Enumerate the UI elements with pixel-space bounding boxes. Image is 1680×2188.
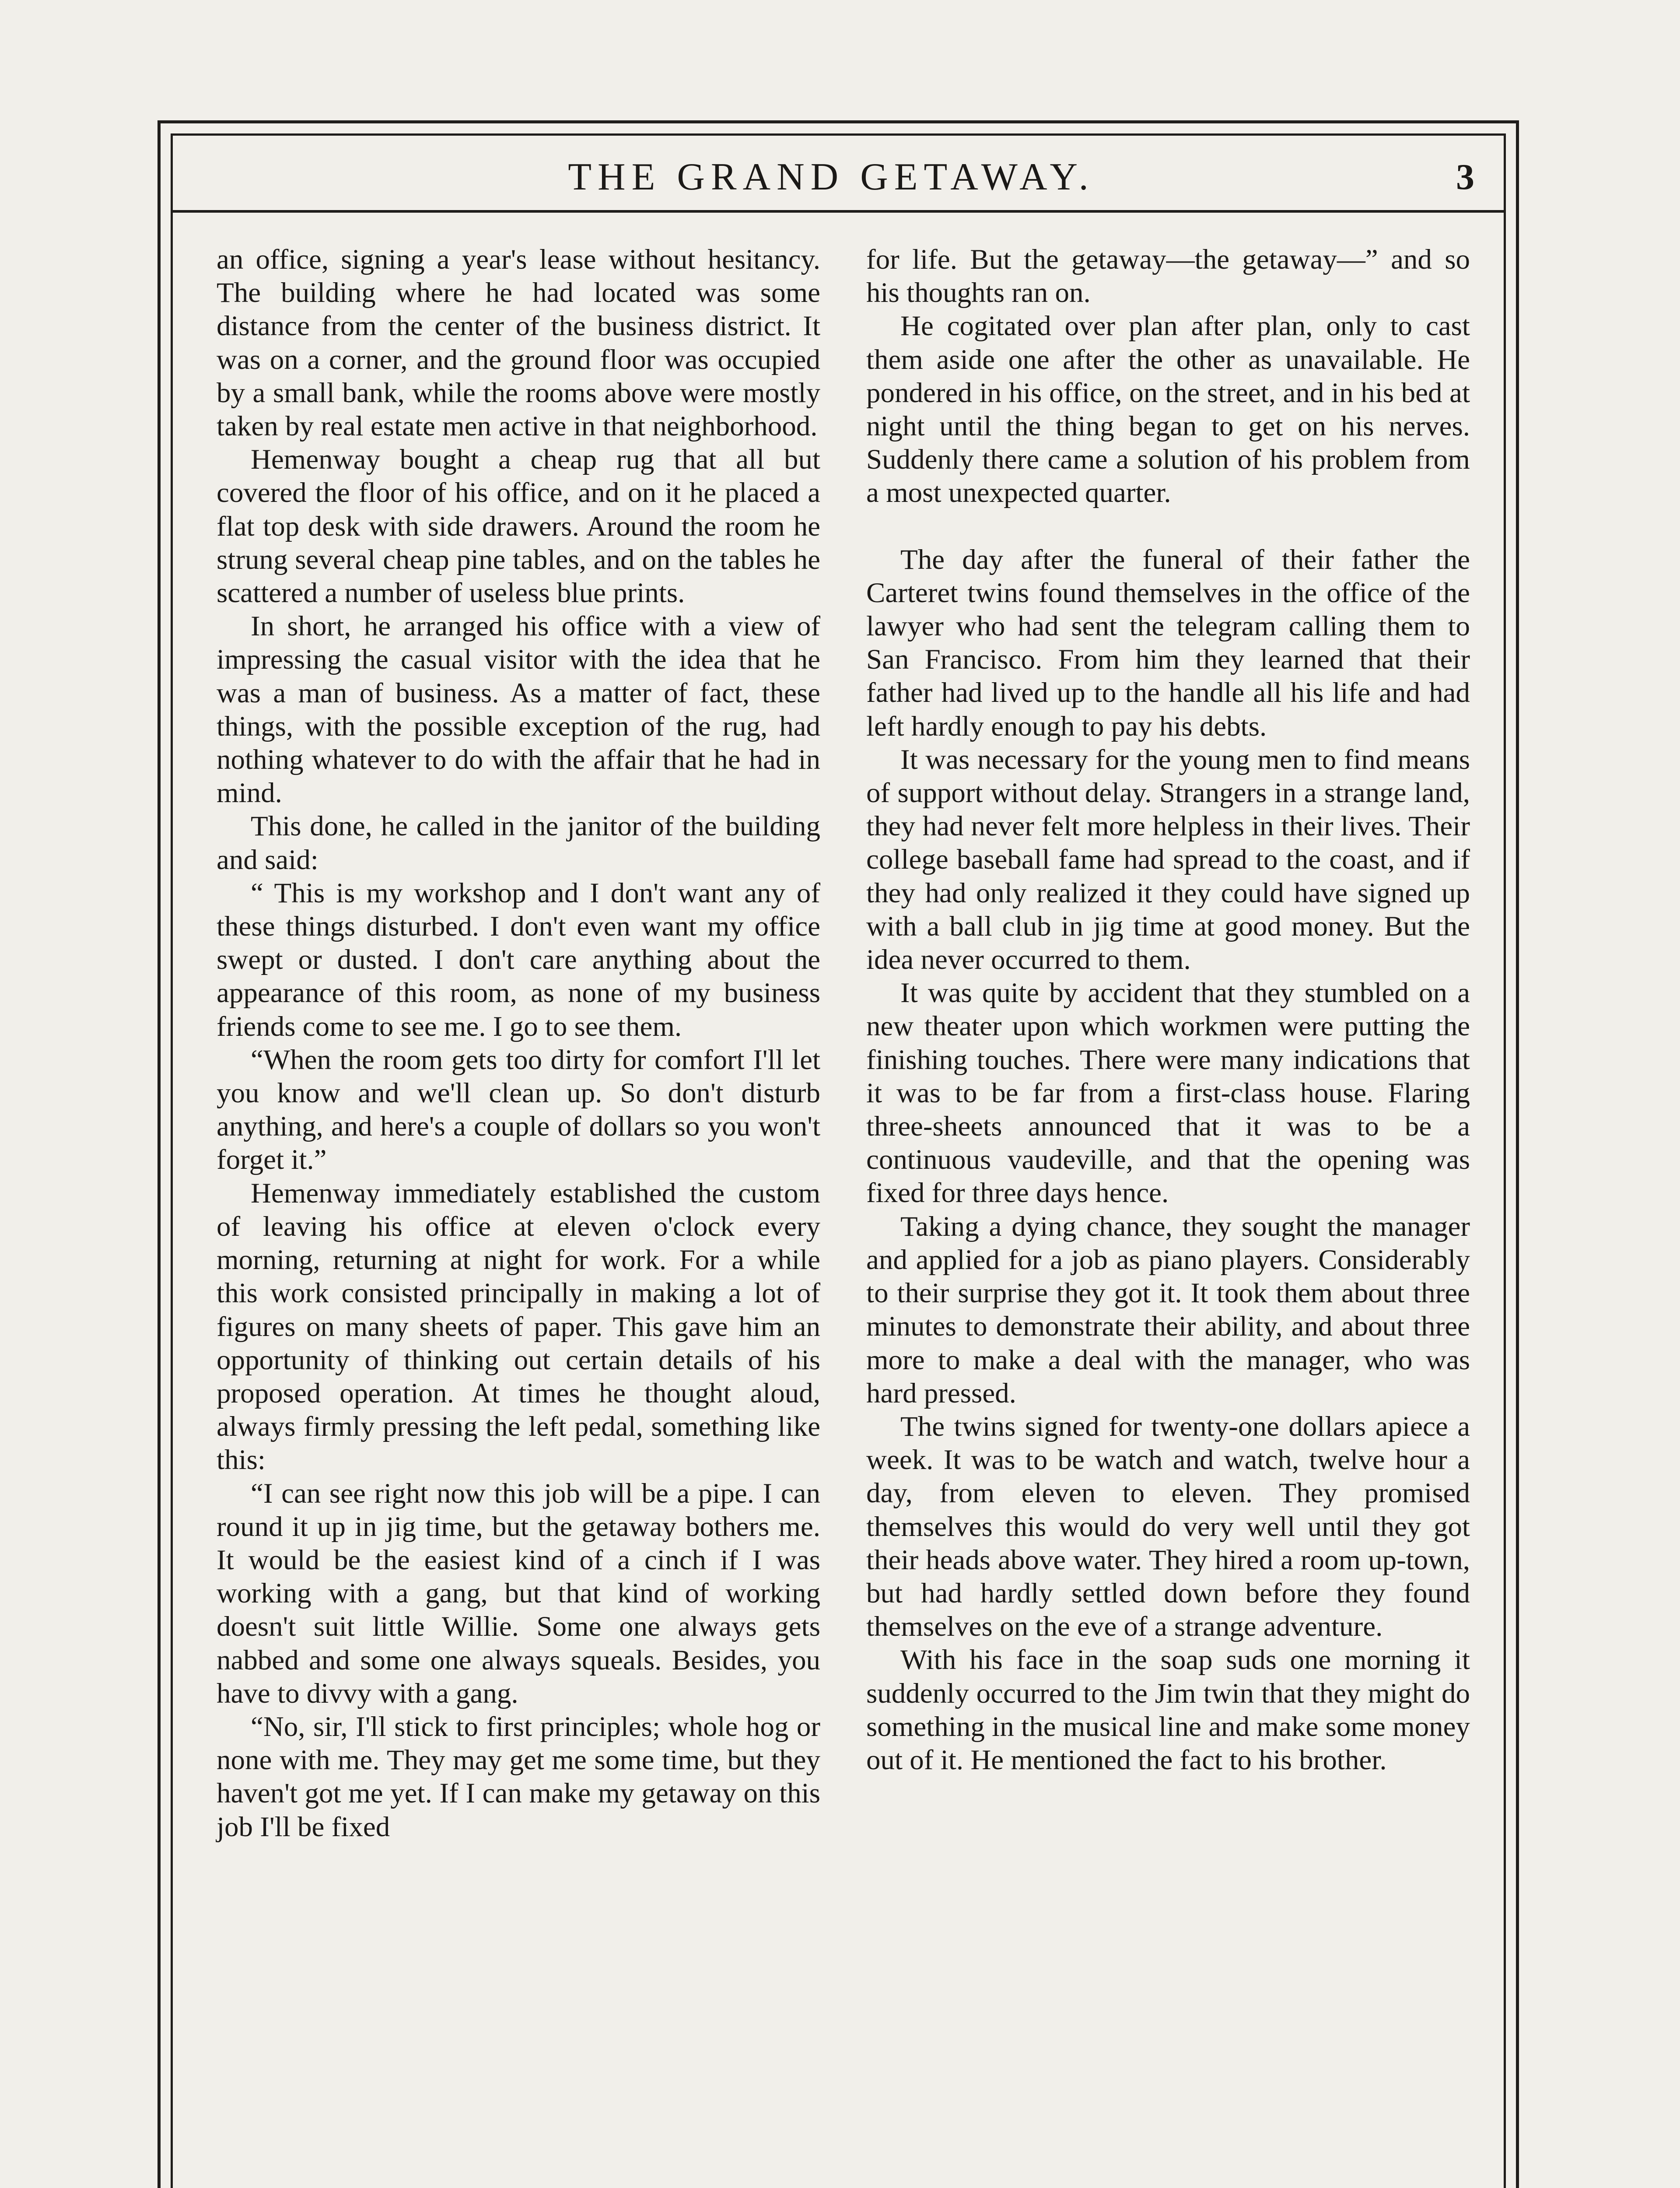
paragraph: “I can see right now this job will be a pipe. I can round it up in jig time, but the getaway bothers me. It would be the easiest kind of a cinch if I was working with a gang, but that kind of working doesn't suit little Willie. Some one always gets nabbed and some one always squeals. Besides, you have to divvy with a gang. <box>217 1477 820 1709</box>
paragraph: Hemenway bought a cheap rug that all but covered the floor of his office, and on it he placed a flat top desk with side drawers. Around the room he strung several cheap pine tables, and on the tables he scattered a number of useless blue prints. <box>217 444 820 609</box>
paragraph: It was necessary for the young men to find means of support without delay. Strangers in a strange land, they had never felt more helpless in their lives. Their college baseball fame had spread to the coast, and if they had only realized it they could have signed up with a ball club in jig time at good money. But the idea never occurred to them. <box>866 743 1470 976</box>
paragraph: With his face in the soap suds one morning it suddenly occurred to the Jim twin that they might do something in the musical line and make some money out of it. He mentioned the fact to his brother. <box>866 1644 1470 1776</box>
paragraph: an office, signing a year's lease without hesitancy. The building where he had located was some distance from the center of the business district. It was on a corner, and the ground floor was occupied by a small bank, while the rooms above were mostly taken by real estate men active in that neighborhood. <box>217 244 820 442</box>
paragraph: for life. But the getaway—the getaway—” and so his thoughts ran on. <box>866 244 1470 309</box>
page-number: 3 <box>1456 157 1474 197</box>
paragraph: “When the room gets too dirty for comfort I'll let you know and we'll clean up. So don't disturb anything, and here's a couple of dollars so you won't forget it.” <box>217 1044 820 1176</box>
right-column <box>866 243 1470 1777</box>
paragraph: This done, he called in the janitor of the building and said: <box>217 810 820 876</box>
header-rule <box>172 210 1505 213</box>
paragraph: He cogitated over plan after plan, only to cast them aside one after the other as unavailable. He pondered in his office, on the street, and in his bed at night until the thing began to get on his nerves. Suddenly there came a solution of his problem from a most unexpected quarter. <box>866 310 1470 509</box>
left-column <box>217 243 820 1844</box>
paragraph: “No, sir, I'll stick to first principles; whole hog or none with me. They may get me some time, but they haven't got me yet. If I can make my getaway on this job I'll be fixed <box>217 1711 820 1843</box>
paragraph: The twins signed for twenty-one dollars apiece a week. It was to be watch and watch, twelve hour a day, from eleven to eleven. They promised themselves this would do very well until they got their heads above water. They hired a room up-town, but had hardly settled down before they found themselves on the eve of a strange adventure. <box>866 1410 1470 1643</box>
paragraph: Taking a dying chance, they sought the manager and applied for a job as piano players. Considerably to their surprise they got it. It took them about three minutes to demonstrate their ability, and about three more to make a deal with the manager, who was hard pressed. <box>866 1210 1470 1409</box>
paragraph: The day after the funeral of their father the Carteret twins found themselves in the office of the lawyer who had sent the telegram calling them to San Francisco. From him they learned that their father had lived up to the handle all his life and had left hardly enough to pay his debts. <box>866 543 1470 742</box>
running-title: THE GRAND GETAWAY. <box>568 156 1095 198</box>
paragraph: In short, he arranged his office with a view of impressing the casual visitor with the idea that he was a man of business. As a matter of fact, these things, with the possible exception of the rug, had nothing whatever to do with the affair that he had in mind. <box>217 610 820 809</box>
paragraph: “ This is my workshop and I don't want any of these things disturbed. I don't even want my office swept or dusted. I don't care anything about the appearance of this room, as none of my business friends come to see me. I go to see them. <box>217 877 820 1042</box>
paragraph: It was quite by accident that they stumbled on a new theater upon which workmen were putting the finishing touches. There were many indications that it was to be far from a first-class house. Flaring three-sheets announced that it was to be a continuous vaudeville, and that the opening was fixed for three days hence. <box>866 977 1470 1209</box>
paragraph: Hemenway immediately established the custom of leaving his office at eleven o'clock every morning, returning at night for work. For a while this work consisted principally in making a lot of figures on many sheets of paper. This gave him an opportunity of thinking out certain details of his proposed operation. At times he thought aloud, always firmly pressing the left pedal, something like this: <box>217 1177 820 1476</box>
